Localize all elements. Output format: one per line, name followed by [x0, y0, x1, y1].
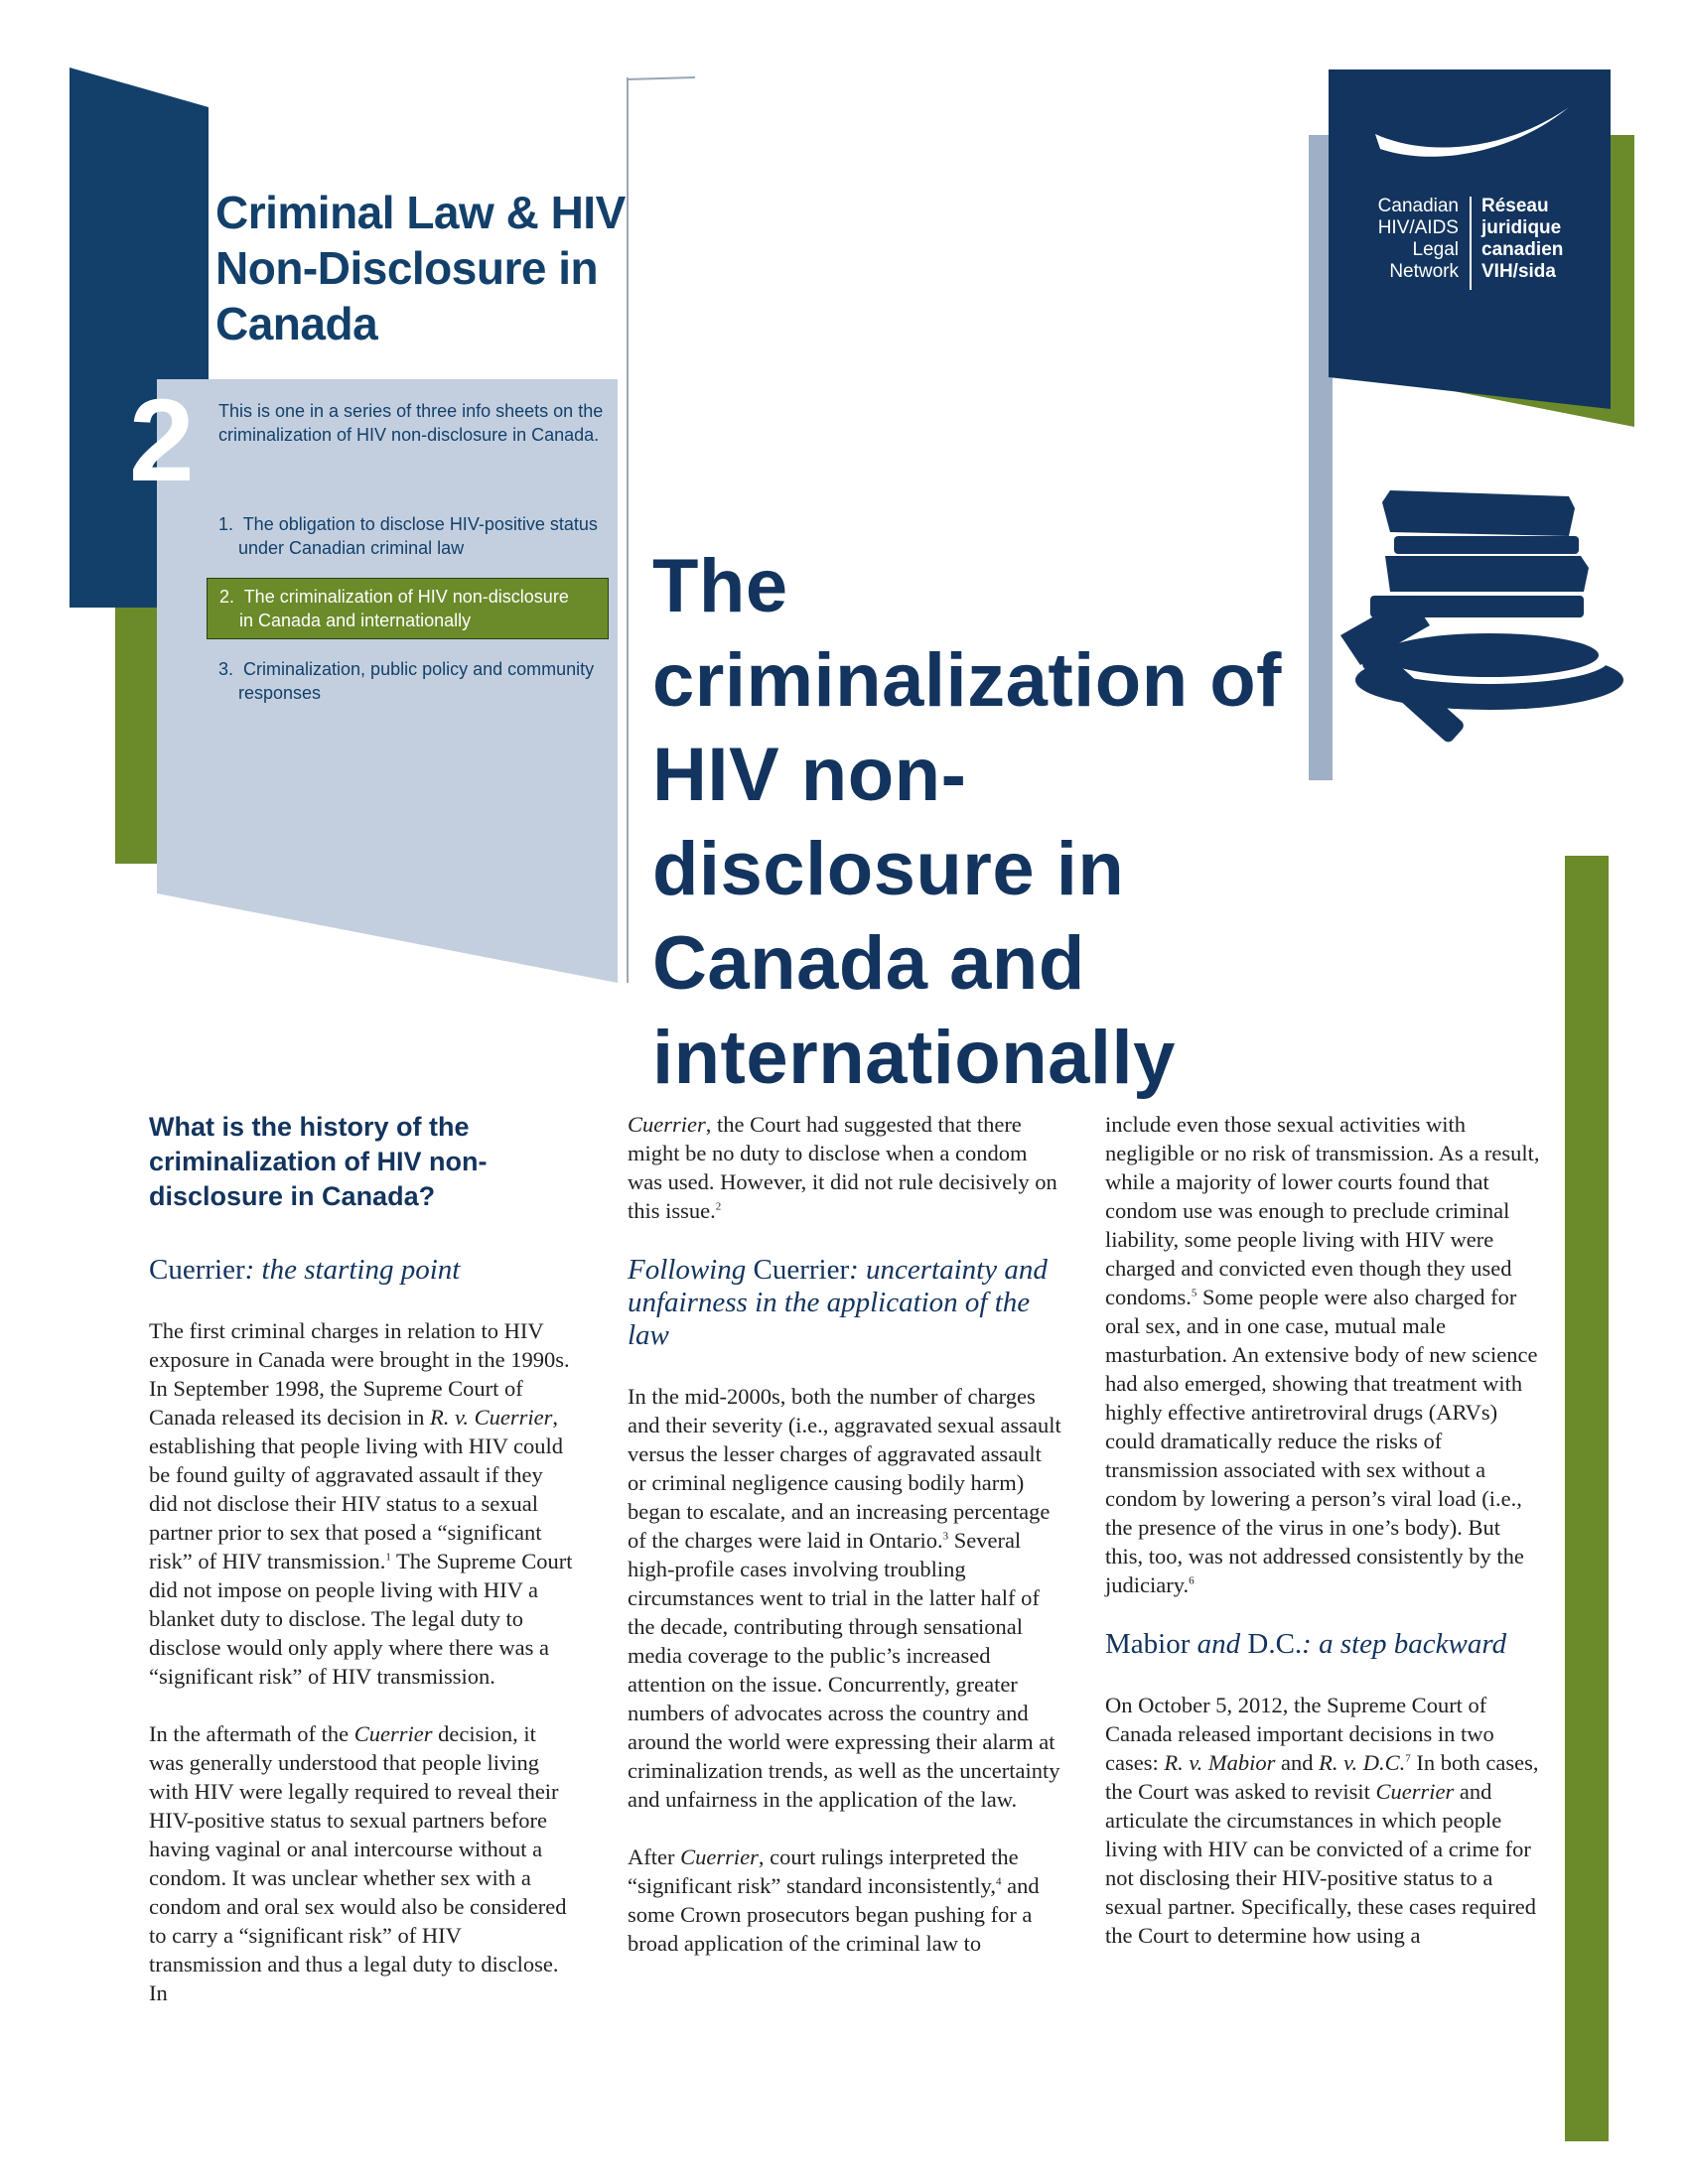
column-3	[1105, 1110, 1542, 1979]
series-item-2[interactable]: 2. The criminalization of HIV non-disclosure in Canada and internationally	[207, 578, 609, 639]
logo-text-fr: Réseau juridique canadien VIH/sida	[1481, 196, 1564, 282]
paragraph: In the mid-2000s, both the number of charges and their severity (i.e., aggravated sexual assault versus the lesser charges of aggravated assault or criminal negligence causing bodily harm) began to escalate, and an increasing percentage of the charges were laid in Ontario.$^3$ Several high-profile cases involving troubling circumstances went to trial in the latter half of the decade, contributing through sensational media coverage to the public’s increased attention on the issue. Concurrently, greater numbers of advocates across the country and around the world were expressing their alarm at criminalization trends, as well as the uncertainty and unfairness in the application of the law.	[628, 1384, 1061, 1812]
series-item-1[interactable]: 1. The obligation to disclose HIV-positive status under Canadian criminal law	[218, 514, 598, 558]
green-bar-right	[1565, 856, 1609, 2141]
series-list	[207, 506, 609, 723]
section-question-heading: What is the history of the criminalization of HIV non-disclosure in Canada?	[149, 1112, 488, 1211]
sheet-number: 2	[129, 375, 195, 506]
books-gavel-icon	[1340, 490, 1623, 745]
subheading-cuerrier: Cuerrier: the starting point	[149, 1254, 461, 1286]
paragraph: After Cuerrier, court rulings interpreted the “significant risk” standard inconsistently,$^4$ and some Crown prosecutors began pushing for a broad application of the criminal law to	[628, 1844, 1040, 1956]
paragraph: The first criminal charges in relation to HIV exposure in Canada were brought in the 1990s. In September 1998, the Supreme Court of Canada released its decision in R. v. Cuerrier, establishing that people living with HIV could be found guilty of aggravated assault if they did not disclose their HIV status to a sexual partner prior to sex that posed a “significant risk” of HIV transmission.$^1$ The Supreme Court did not impose on people living with HIV a blanket duty to disclose. The legal duty to disclose would only apply where there was a “significant risk” of HIV transmission.	[149, 1318, 573, 1689]
column-2	[628, 1110, 1064, 1986]
logo-text-en: Canadian HIV/AIDS Legal Network	[1377, 196, 1459, 282]
paragraph: Cuerrier, the Court had suggested that there might be no duty to disclose when a condom was used. However, it did not rule decisively on this issue.$^2$	[628, 1112, 1057, 1223]
subheading-mabior-dc: Mabior and D.C.: a step backward	[1105, 1628, 1507, 1660]
thin-rule-top	[628, 77, 695, 79]
page-title: The criminalization of HIV non-disclosure in Canada and internationally	[652, 544, 1282, 1100]
paragraph: include even those sexual activities with negligible or no risk of transmission. As a result, while a majority of lower courts found that condom use was enough to preclude criminal liability, some people living with HIV were charged and convicted even though they used condoms.$^5$ Some people were also charged for oral sex, and in one case, mutual male masturbation. An extensive body of new science had also emerged, showing that treatment with highly effective antiretroviral drugs (ARVs) could dramatically reduce the risks of transmission associated with sex without a condom by lowering a person’s viral load (i.e., the presence of the virus in one’s body). But this, too, was not addressed consistently by the judiciary.$^6$	[1105, 1112, 1540, 1597]
paragraph: On October 5, 2012, the Supreme Court of Canada released important decisions in two cases: R. v. Mabior and R. v. D.C.$^7$ In both cases, the Court was asked to revisit Cuerrier and articulate the circumstances in which people living with HIV can be convicted of a crime for not disclosing their HIV-positive status to a sexual partner. Specifically, these cases required the Court to determine how using a	[1105, 1693, 1539, 1948]
column-1	[149, 1110, 576, 2036]
paragraph: In the aftermath of the Cuerrier decision, it was generally understood that people living with HIV were legally required to reveal their HIV-positive status to sexual partners before having vaginal or anal intercourse without a condom. It was unclear whether sex with a condom and oral sex would also be considered to carry a “significant risk” of HIV transmission and thus a legal duty to disclose. In	[149, 1721, 567, 2005]
series-intro: This is one in a series of three info sheets on the criminalization of HIV non-disclosure in Canada.	[218, 401, 604, 445]
subheading-following-cuerrier: Following Cuerrier: uncertainty and unfairness in the application of the law	[628, 1254, 1048, 1351]
series-item-3[interactable]: 3. Criminalization, public policy and community responses	[218, 659, 595, 703]
series-title: Criminal Law & HIV Non-Disclosure in Canada	[215, 187, 626, 349]
